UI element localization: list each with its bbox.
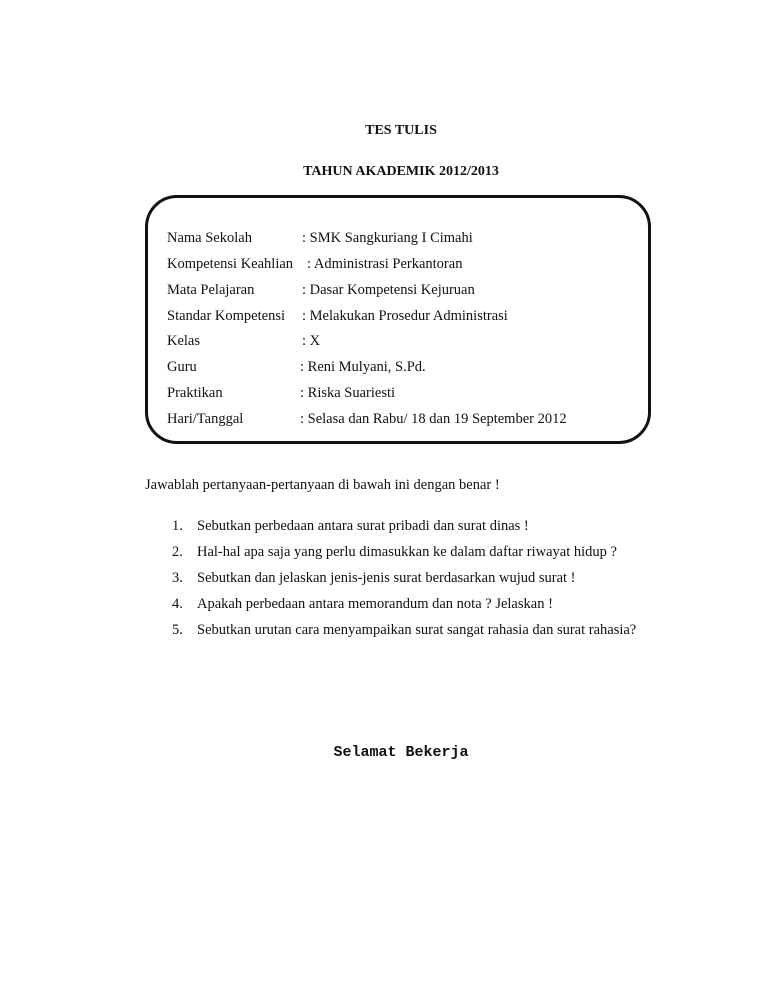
question-list xyxy=(172,517,636,647)
closing-text: Selamat Bekerja xyxy=(333,744,469,761)
question-text: Hal-hal apa saja yang perlu dimasukkan ke dalam daftar riwayat hidup ? xyxy=(197,544,617,560)
academic-year: TAHUN AKADEMIK 2012/2013 xyxy=(303,164,499,179)
info-value: : X xyxy=(302,333,321,349)
info-label: Standar Kompetensi xyxy=(167,308,285,324)
document-title: TES TULIS xyxy=(365,123,437,138)
info-label: Praktikan xyxy=(167,385,223,401)
info-label: Guru xyxy=(167,359,197,375)
question-item xyxy=(172,517,636,543)
info-value: : Administrasi Perkantoran xyxy=(307,256,463,272)
question-text: Apakah perbedaan antara memorandum dan nota ? Jelaskan ! xyxy=(197,596,553,612)
info-label: Hari/Tanggal xyxy=(167,411,244,427)
info-value: : Reni Mulyani, S.Pd. xyxy=(300,359,426,375)
info-label: Kelas xyxy=(167,333,201,349)
question-text: Sebutkan perbedaan antara surat pribadi dan surat dinas ! xyxy=(197,518,529,534)
question-number: 3. xyxy=(172,570,183,586)
info-label: Mata Pelajaran xyxy=(167,282,255,298)
question-text: Sebutkan urutan cara menyampaikan surat sangat rahasia dan surat rahasia? xyxy=(197,622,637,638)
question-number: 2. xyxy=(172,544,183,560)
info-value: : Selasa dan Rabu/ 18 dan 19 September 2012 xyxy=(300,411,567,427)
question-number: 1. xyxy=(172,518,183,534)
question-item xyxy=(172,569,636,595)
question-number: 4. xyxy=(172,596,183,612)
question-item xyxy=(172,595,636,621)
question-item xyxy=(172,621,636,647)
question-item xyxy=(172,543,636,569)
question-number: 5. xyxy=(172,622,183,638)
info-label: Nama Sekolah xyxy=(167,230,252,246)
info-value: : Riska Suariesti xyxy=(300,385,396,401)
instruction-text: Jawablah pertanyaan-pertanyaan di bawah ini dengan benar ! xyxy=(145,477,500,493)
info-value: : SMK Sangkuriang I Cimahi xyxy=(302,230,473,246)
info-value: : Melakukan Prosedur Administrasi xyxy=(302,308,508,324)
info-label: Kompetensi Keahlian xyxy=(167,256,294,272)
question-text: Sebutkan dan jelaskan jenis-jenis surat berdasarkan wujud surat ! xyxy=(197,570,576,586)
info-value: : Dasar Kompetensi Kejuruan xyxy=(302,282,475,298)
